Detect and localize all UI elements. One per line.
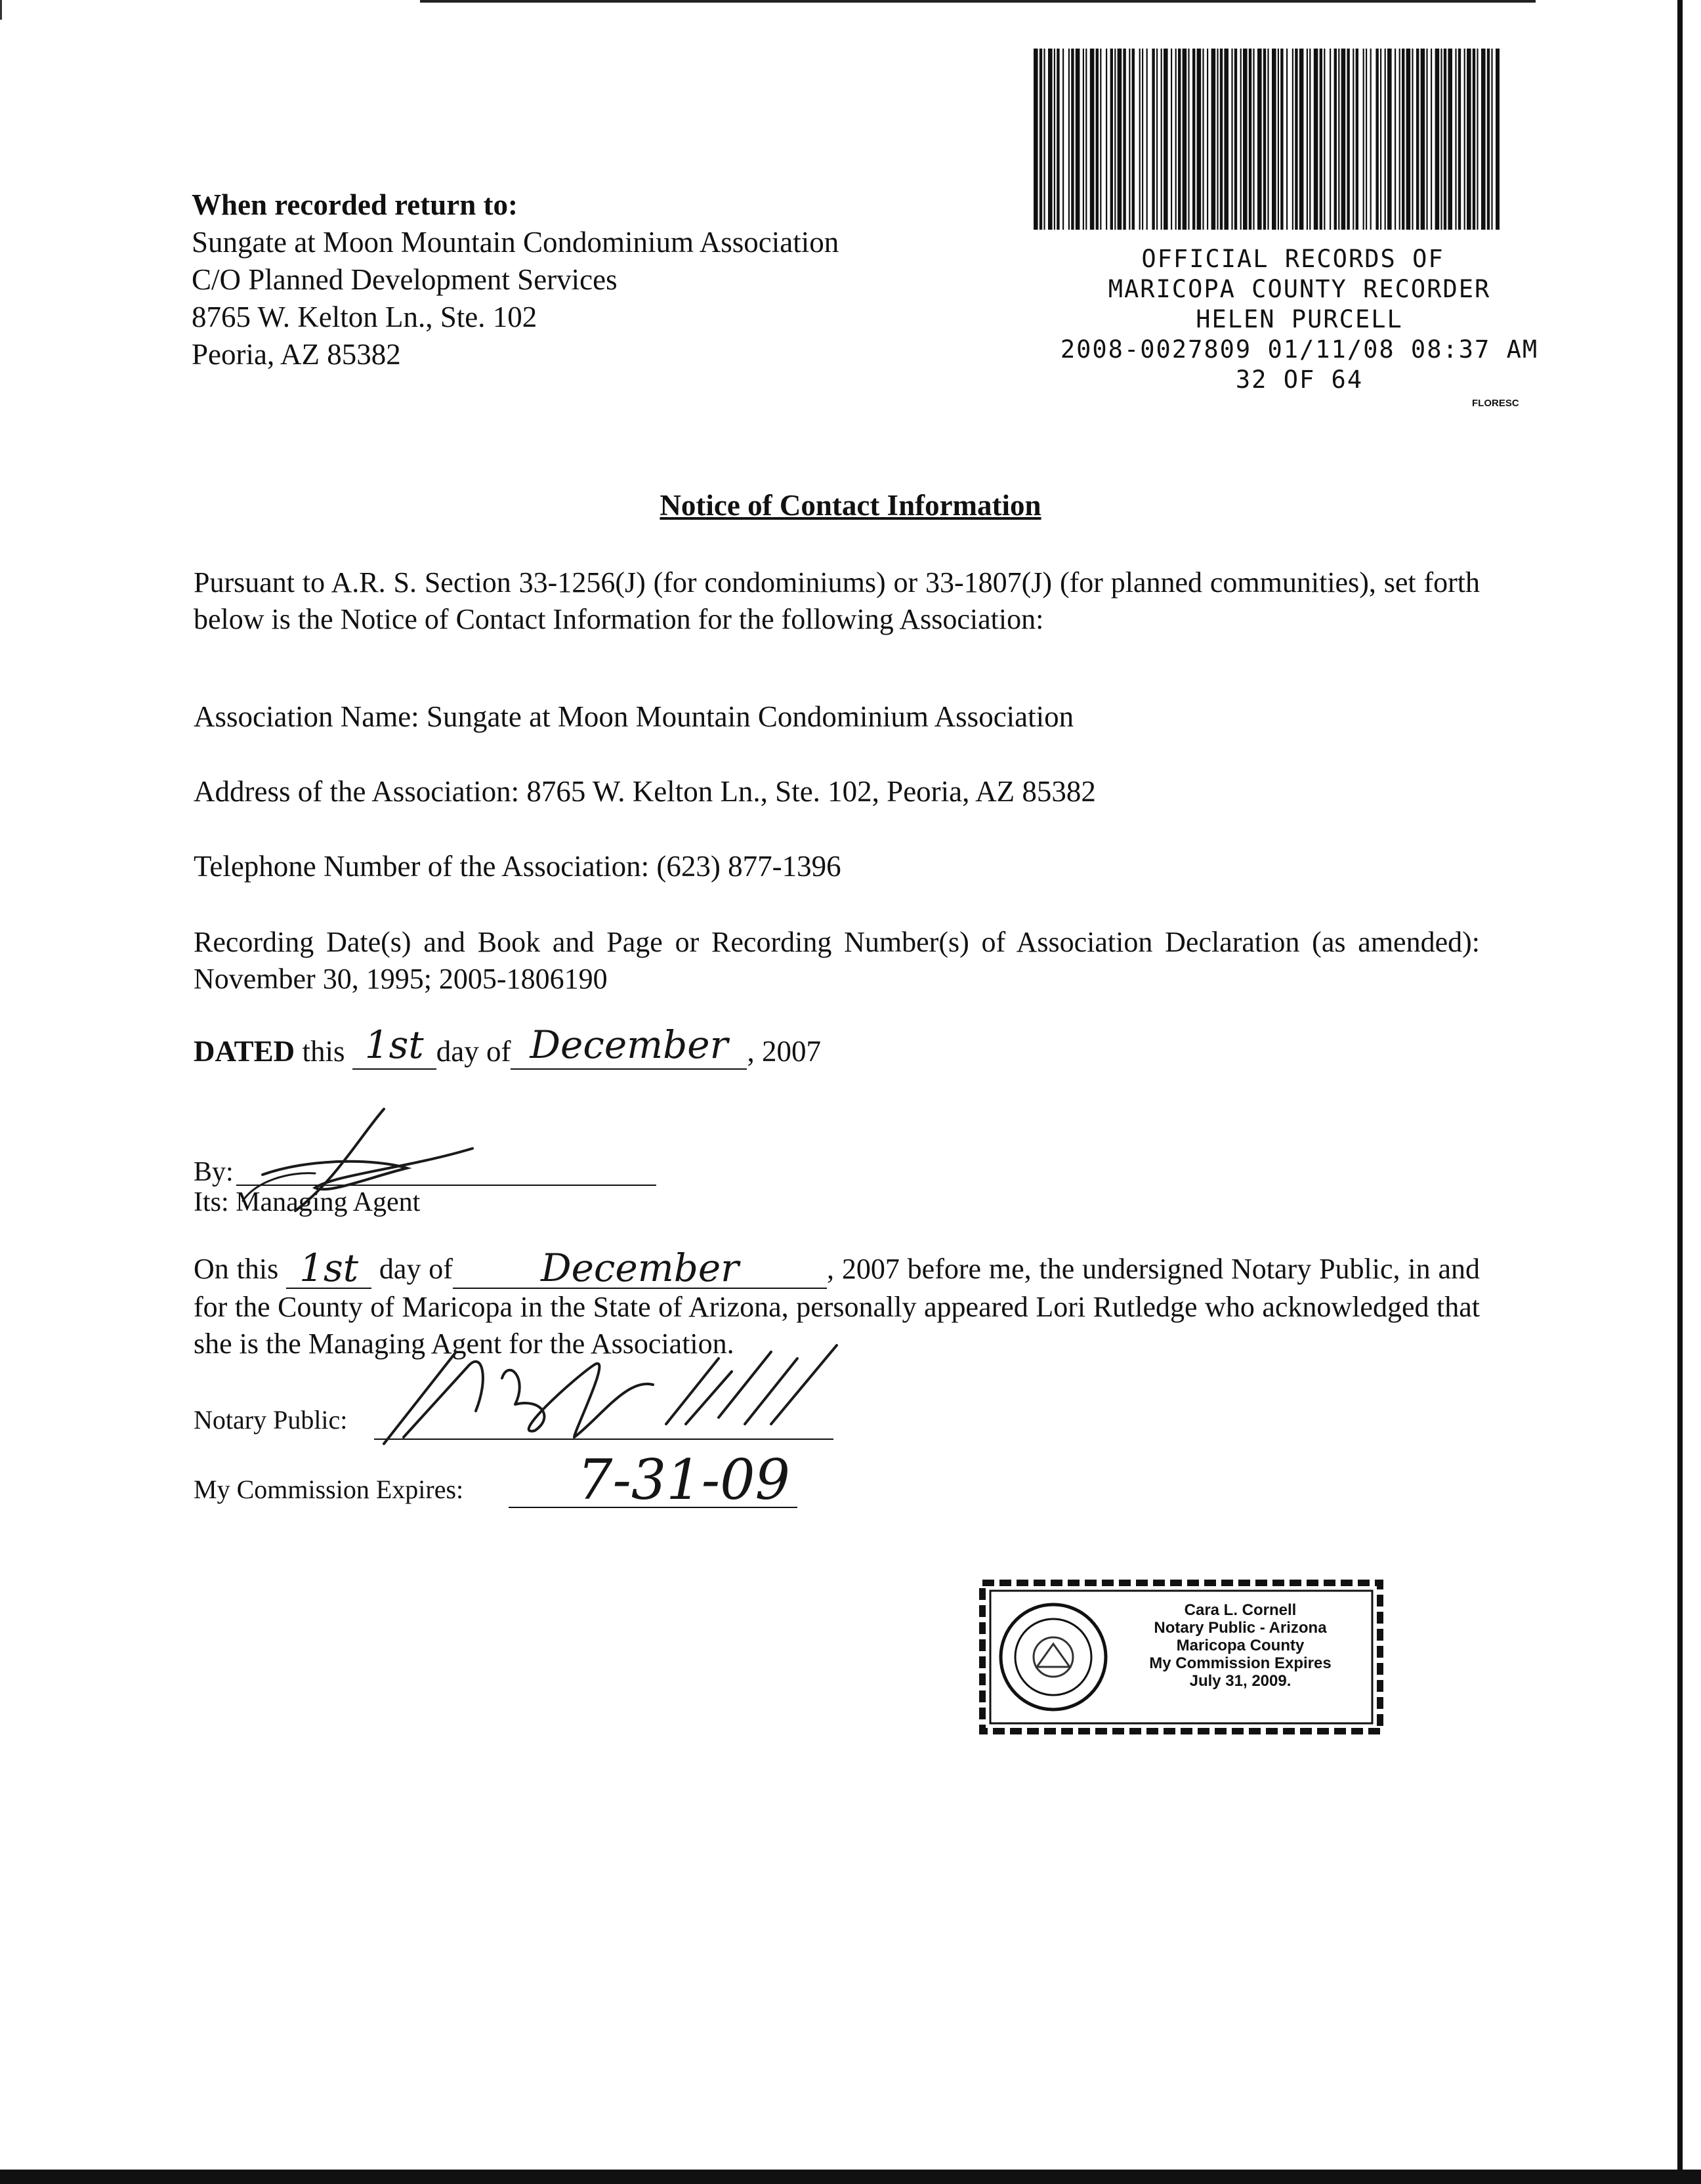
barcode-bar (1347, 49, 1349, 230)
barcode-bar (1083, 49, 1084, 230)
barcode-bar (1280, 49, 1283, 230)
barcode-bar (1295, 49, 1297, 230)
barcode-bar (1249, 49, 1251, 230)
barcode-bar (1234, 49, 1237, 230)
barcode-bar (1464, 49, 1465, 230)
barcode-bar (1458, 49, 1461, 230)
barcode-bar (1048, 49, 1053, 230)
barcode-bar (1286, 49, 1288, 230)
barcode-bar (1376, 49, 1378, 230)
notary-month-handwritten: December (541, 1246, 739, 1290)
barcode-bar (1380, 49, 1381, 230)
barcode-bar (1106, 49, 1107, 230)
barcode-bar (1129, 49, 1130, 230)
barcode-bar (1132, 49, 1135, 230)
barcode-bar (1253, 49, 1254, 230)
barcode-bar (1118, 49, 1122, 230)
barcode-bar (1399, 49, 1400, 230)
barcode-bar (1217, 49, 1218, 230)
barcode-bar (1385, 49, 1386, 230)
barcode-bar (1231, 49, 1232, 230)
return-line: Peoria, AZ 85382 (192, 338, 401, 371)
recording-info: Recording Date(s) and Book and Page or Recording Number(s) of Association Declaration (as amended): November 30, 1995; 2005-1806190 (194, 926, 1480, 995)
barcode-bar (1416, 49, 1419, 230)
barcode-bar (1314, 49, 1318, 230)
barcode-bar (1146, 49, 1148, 230)
seal-notary-title: Notary Public - Arizona (1154, 1619, 1327, 1637)
barcode-bar (1440, 49, 1442, 230)
barcode-bar (1363, 49, 1364, 230)
barcode-bar (1496, 49, 1500, 230)
barcode-bar (1431, 49, 1432, 230)
dated-month-handwritten: December (530, 1022, 728, 1067)
barcode-bar (1156, 49, 1158, 230)
association-address: Address of the Association: 8765 W. Kelton Ln., Ste. 102, Peoria, AZ 85382 (194, 775, 1096, 808)
document-title: Notice of Contact Information (660, 489, 1041, 522)
barcode-bar (1426, 49, 1427, 230)
dated-line (194, 1022, 821, 1070)
notary-day-of: day of (371, 1253, 453, 1285)
recording-stamp (1024, 244, 1575, 395)
barcode-bar (1096, 49, 1099, 230)
scan-edge-right (1677, 0, 1683, 2172)
barcode-bar (1448, 49, 1452, 230)
return-line: C/O Planned Development Services (192, 263, 618, 296)
intro-paragraph: Pursuant to A.R. S. Section 33-1256(J) (for condominiums) or 33-1807(J) (for planned communities), set forth below is the Notice of Contact Information for the following Association: (194, 566, 1480, 635)
return-line: Sungate at Moon Mountain Condominium Association (192, 226, 839, 259)
association-name: Association Name: Sungate at Moon Mountain Condominium Association (194, 700, 1074, 733)
barcode-bar (1387, 49, 1392, 230)
stamp-line: OFFICIAL RECORDS OF (1141, 245, 1444, 273)
barcode-bar (1267, 49, 1269, 230)
seal-commission-label: My Commission Expires (1149, 1654, 1332, 1672)
barcode-bar (1366, 49, 1367, 230)
seal-expiry-date: July 31, 2009. (1189, 1672, 1292, 1690)
return-heading: When recorded return to: (192, 188, 518, 221)
return-line: 8765 W. Kelton Ln., Ste. 102 (192, 301, 537, 333)
barcode-bar (1220, 49, 1223, 230)
barcode-bar (1263, 49, 1266, 230)
barcode-bar (1062, 49, 1064, 230)
barcode-bar (1353, 49, 1354, 230)
barcode-bar (1100, 49, 1101, 230)
barcode-bar (1164, 49, 1168, 230)
stamp-line: MARICOPA COUNTY RECORDER (1108, 275, 1491, 303)
barcode-bar (1183, 49, 1187, 230)
clerk-code: FLORESC (1472, 398, 1519, 409)
barcode-bar (1057, 49, 1059, 230)
dated-day-blank (352, 1022, 436, 1070)
barcode-bar (1421, 49, 1425, 230)
barcode-bar (1455, 49, 1456, 230)
barcode-bar (1090, 49, 1095, 230)
notary-seal-text (1116, 1601, 1365, 1690)
notary-day-handwritten: 1st (299, 1246, 359, 1290)
barcode-bar (1142, 49, 1143, 230)
barcode-bar (1043, 49, 1045, 230)
barcode-bar (1139, 49, 1141, 230)
barcode-bar (1307, 49, 1308, 230)
barcode-bar (1370, 49, 1372, 230)
its-label: Its: Managing Agent (194, 1187, 421, 1217)
barcode-bar (1299, 49, 1304, 230)
barcode-bar (1467, 49, 1471, 230)
barcode (1034, 49, 1500, 230)
barcode-bar (1257, 49, 1262, 230)
barcode-bar (1188, 49, 1189, 230)
barcode-bar (1152, 49, 1154, 230)
barcode-bar (1114, 49, 1116, 230)
barcode-bar (1412, 49, 1413, 230)
barcode-bar (1435, 49, 1440, 230)
barcode-bar (1338, 49, 1339, 230)
barcode-bar (1444, 49, 1446, 230)
barcode-bar (1272, 49, 1276, 230)
notary-signature (377, 1339, 876, 1450)
barcode-bar (1491, 49, 1492, 230)
dated-label: DATED (194, 1035, 295, 1068)
dated-year: , 2007 (747, 1035, 821, 1068)
barcode-bar (1240, 49, 1242, 230)
barcode-bar (1473, 49, 1475, 230)
barcode-bar (1477, 49, 1478, 230)
stamp-line: HELEN PURCELL (1196, 305, 1403, 333)
notary-month-blank (453, 1246, 827, 1290)
notary-paragraph-text: , 2007 before me, the undersigned Notary Public, in and for the County of Maricopa in the State of Arizona, personally appeared Lori Rutledge who acknowledged that she is the Managing Agent for the Association. (194, 1253, 1480, 1360)
barcode-bar (1192, 49, 1195, 230)
barcode-bar (1395, 49, 1396, 230)
commission-date-handwritten: 7-31-09 (578, 1448, 790, 1512)
dated-month-blank (511, 1022, 747, 1070)
dated-day-handwritten: 1st (364, 1022, 424, 1067)
scan-edge-top (420, 0, 1536, 3)
barcode-bar (1123, 49, 1125, 230)
barcode-bar (1197, 49, 1202, 230)
barcode-bar (1076, 49, 1080, 230)
barcode-bar (1202, 49, 1204, 230)
stamp-line: 32 OF 64 (1235, 366, 1364, 394)
barcode-bar (1402, 49, 1404, 230)
barcode-bar (1278, 49, 1279, 230)
scan-edge-bottom (0, 2170, 1701, 2184)
barcode-bar (1034, 49, 1038, 230)
barcode-bar (1161, 49, 1162, 230)
barcode-bar (1320, 49, 1322, 230)
dated-day-of: day of (436, 1035, 511, 1068)
return-address-block (192, 186, 839, 373)
barcode-bar (1341, 49, 1346, 230)
association-telephone: Telephone Number of the Association: (623) 877-1396 (194, 850, 841, 883)
barcode-bar (1481, 49, 1486, 230)
barcode-bar (1054, 49, 1055, 230)
scan-edge-left (0, 0, 2, 20)
barcode-bar (1207, 49, 1208, 230)
barcode-bar (1309, 49, 1311, 230)
barcode-bar (1171, 49, 1172, 230)
dated-this: this (295, 1035, 352, 1068)
notary-on-this: On this (194, 1253, 287, 1285)
notary-day-blank (286, 1246, 371, 1290)
barcode-bar (1068, 49, 1070, 230)
barcode-bar (1175, 49, 1177, 230)
barcode-bar (1071, 49, 1074, 230)
barcode-bar (1334, 49, 1337, 230)
barcode-bar (1356, 49, 1358, 230)
by-label: By: (194, 1157, 234, 1187)
seal-notary-name: Cara L. Cornell (1184, 1601, 1297, 1619)
barcode-bar (1224, 49, 1228, 230)
barcode-bar (1292, 49, 1293, 230)
stamp-line: 2008-0027809 01/11/08 08:37 AM (1060, 335, 1539, 364)
commission-label: My Commission Expires: (194, 1475, 464, 1504)
barcode-bar (1211, 49, 1216, 230)
barcode-bar (1406, 49, 1411, 230)
barcode-bar (1487, 49, 1490, 230)
seal-county: Maricopa County (1176, 1637, 1305, 1654)
barcode-bar (1243, 49, 1248, 230)
barcode-bar (1085, 49, 1087, 230)
barcode-bar (1178, 49, 1181, 230)
barcode-bar (1324, 49, 1325, 230)
barcode-bar (1330, 49, 1331, 230)
notary-public-label: Notary Public: (194, 1405, 348, 1435)
agent-signature (236, 1096, 486, 1227)
barcode-bar (1110, 49, 1113, 230)
barcode-bar (1040, 49, 1042, 230)
